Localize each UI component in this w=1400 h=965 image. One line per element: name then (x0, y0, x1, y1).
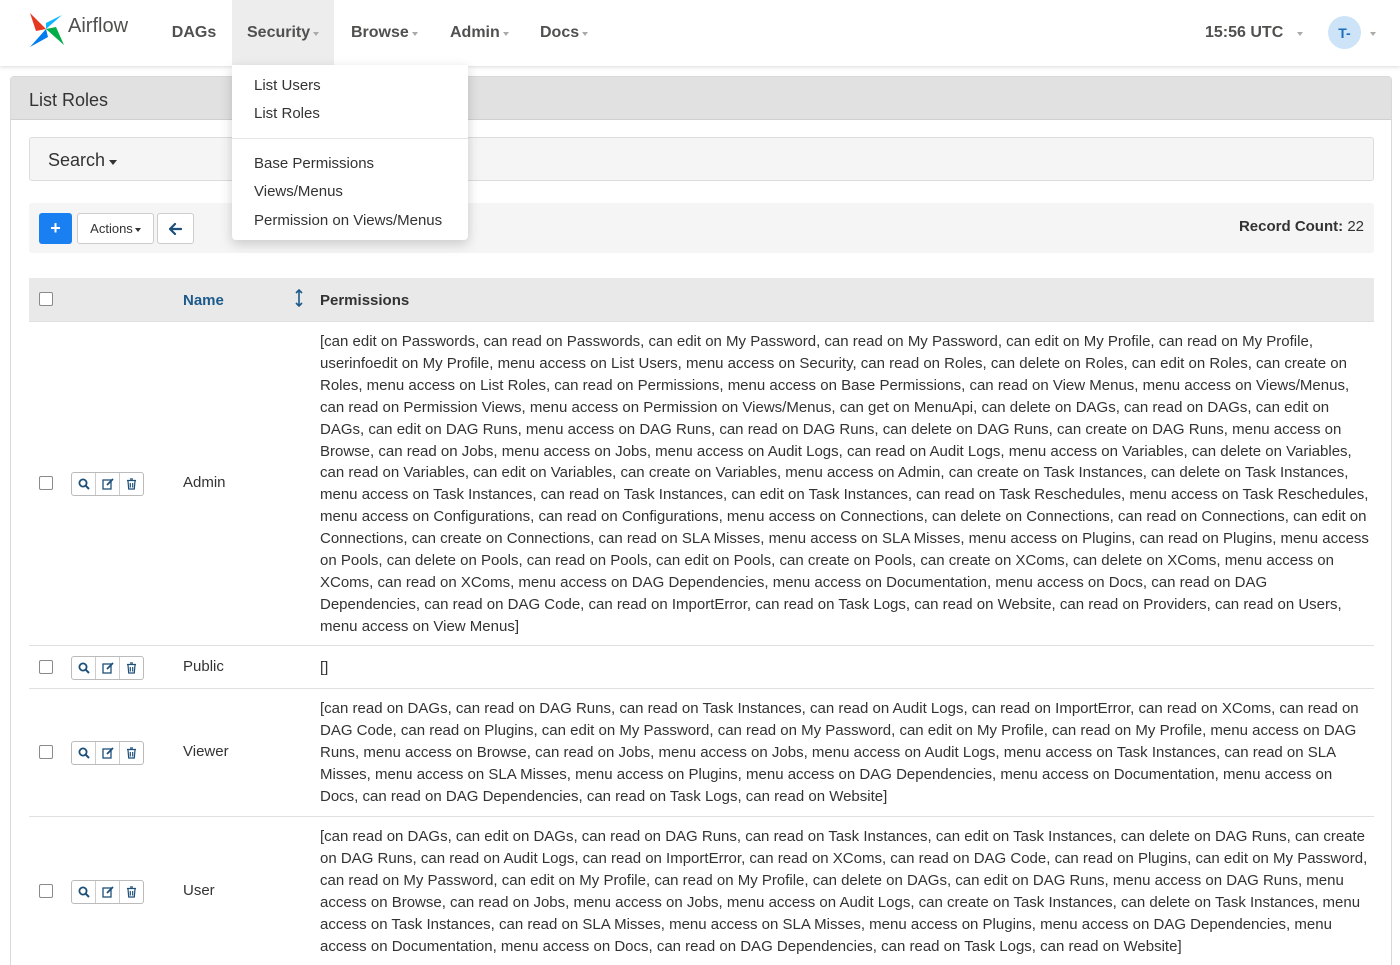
brand-name: Airflow (68, 14, 129, 37)
nav-admin[interactable] (450, 0, 509, 66)
row-checkbox[interactable] (39, 660, 53, 674)
role-permissions: [] (320, 659, 329, 676)
search-label: Search (48, 150, 106, 170)
chevron-down-icon (582, 32, 588, 36)
nav-browse-label: Browse (351, 24, 409, 41)
edit-icon (102, 886, 114, 898)
edit-icon (102, 747, 114, 759)
clock-time: 15:56 UTC (1205, 24, 1284, 41)
edit-icon (102, 662, 114, 674)
nav-browse[interactable] (351, 0, 418, 66)
show-record-button[interactable] (72, 657, 96, 679)
delete-record-button[interactable] (120, 742, 143, 764)
role-name: User (183, 882, 215, 899)
chevron-down-icon (109, 160, 117, 165)
record-count (1239, 218, 1364, 235)
chevron-down-icon[interactable] (1370, 32, 1376, 36)
chevron-down-icon (135, 228, 141, 232)
role-name: Admin (183, 474, 226, 491)
menu-item-base-permissions[interactable]: Base Permissions (254, 155, 375, 172)
menu-item-views-menus[interactable]: Views/Menus (254, 183, 343, 200)
plus-icon: + (50, 218, 61, 238)
show-record-button[interactable] (72, 473, 96, 495)
nav-docs-label: Docs (540, 24, 580, 41)
record-count-value: 22 (1347, 218, 1364, 235)
chevron-down-icon (503, 32, 509, 36)
delete-record-button[interactable] (120, 657, 143, 679)
menu-item-permission-on-views-menus[interactable]: Permission on Views/Menus (254, 212, 443, 229)
record-count-label: Record Count: (1238, 218, 1344, 235)
show-record-button[interactable] (72, 742, 96, 764)
arrow-left-icon (169, 223, 182, 235)
role-permissions: [can read on DAGs, can edit on DAGs, can read on DAG Runs, can read on Task Instances, can edit on Task Instances, can delete on DAG Runs, can create on DAG Runs, can read on Audit Logs, can read on ImportError, can read on XComs, can read on DAG Code, can read on Plugins, can edit on My Password, can read on My Password, can edit on My Profile, can read on My Profile, can delete on DAGs, can edit on DAG Runs, menu access on DAG Runs, menu access on Browse, can read on Jobs, menu access on Jobs, menu access on Audit Logs, can create on Task Instances, can delete on Task Instances, menu access on Task Instances, can read on SLA Misses, menu access on SLA Misses, menu access on Plugins, menu access on DAG Dependencies, menu access on Documentation, menu access on Docs, can read on DAG Dependencies, can read on Task Logs, can read on Website] (320, 828, 1368, 955)
nav-dags[interactable] (158, 0, 230, 66)
row-actions (71, 880, 144, 904)
menu-divider (232, 138, 468, 139)
trash-icon (126, 478, 137, 490)
table-header (29, 278, 1374, 321)
list-roles-panel (10, 76, 1392, 965)
magnifier-icon (78, 478, 90, 490)
role-name: Viewer (183, 743, 229, 760)
chevron-down-icon (313, 32, 319, 36)
nav-security[interactable] (232, 0, 334, 66)
trash-icon (126, 886, 137, 898)
table-row (29, 816, 1374, 965)
nav-admin-label: Admin (450, 24, 500, 41)
edit-record-button[interactable] (96, 881, 120, 903)
airflow-pinwheel-icon (26, 9, 66, 49)
row-checkbox[interactable] (39, 745, 53, 759)
show-record-button[interactable] (72, 881, 96, 903)
magnifier-icon (78, 747, 90, 759)
magnifier-icon (78, 886, 90, 898)
nav-security-label: Security (247, 24, 311, 41)
actions-button[interactable] (77, 213, 154, 244)
row-actions (71, 656, 144, 680)
page-title: List Roles (11, 77, 1391, 120)
row-checkbox[interactable] (39, 884, 53, 898)
edit-record-button[interactable] (96, 473, 120, 495)
table-row (29, 645, 1374, 688)
actions-label: Actions (90, 221, 133, 236)
add-role-button[interactable] (39, 213, 72, 244)
avatar[interactable]: T- (1328, 16, 1361, 49)
delete-record-button[interactable] (120, 881, 143, 903)
menu-item-list-roles[interactable]: List Roles (254, 105, 320, 122)
navbar (0, 0, 1400, 66)
edit-icon (102, 478, 114, 490)
select-all-checkbox[interactable] (39, 292, 53, 306)
row-actions (71, 741, 144, 765)
magnifier-icon (78, 662, 90, 674)
role-name: Public (183, 658, 224, 675)
search-dropdown[interactable] (48, 150, 117, 171)
trash-icon (126, 747, 137, 759)
search-well (29, 137, 1374, 181)
nav-docs[interactable] (540, 0, 588, 66)
trash-icon (126, 662, 137, 674)
nav-dags-label: DAGs (171, 24, 217, 41)
menu-item-list-users[interactable]: List Users (254, 77, 321, 94)
clock-dropdown[interactable] (1205, 0, 1303, 66)
security-dropdown-menu (232, 65, 468, 240)
edit-record-button[interactable] (96, 657, 120, 679)
delete-record-button[interactable] (120, 473, 143, 495)
edit-record-button[interactable] (96, 742, 120, 764)
chevron-down-icon (412, 32, 418, 36)
role-permissions: [can read on DAGs, can read on DAG Runs, can read on Task Instances, can read on Audit Logs, can read on ImportError, can read on XComs, can read on DAG Code, can read on Plugins, can edit on My Password, can read on My Password, can edit on My Profile, can read on My Profile, menu access on DAG Runs, menu access on Browse, can read on Jobs, menu access on Jobs, menu access on Audit Logs, menu access on Task Instances, can read on SLA Misses, menu access on SLA Misses, menu access on Plugins, menu access on DAG Dependencies, menu access on Documentation, menu access on Docs, can read on DAG Dependencies, can read on Task Logs, can read on Website] (320, 700, 1359, 805)
column-name-header[interactable]: Name (183, 292, 224, 309)
table-row (29, 321, 1374, 645)
back-button[interactable] (157, 213, 194, 244)
column-permissions-header: Permissions (320, 292, 410, 309)
list-toolbar (29, 203, 1374, 253)
row-actions (71, 472, 144, 496)
table-row (29, 688, 1374, 816)
row-checkbox[interactable] (39, 476, 53, 490)
chevron-down-icon (1297, 32, 1303, 36)
roles-table (29, 278, 1374, 965)
role-permissions: [can edit on Passwords, can read on Passwords, can edit on My Password, can read on My Password, can edit on My Profile, can read on My Profile, userinfoedit on My Profile, menu access on List Users, menu access on Security, can read on Roles, can delete on Roles, can edit on Roles, can create on Roles, menu access on List Roles, can read on Permissions, menu access on Base Permissions, can read on View Menus, menu access on Views/Menus, can read on Permission Views, menu access on Permission on Views/Menus, can get on MenuApi, can delete on DAGs, can read on DAGs, can edit on DAGs, can edit on DAG Runs, menu access on DAG Runs, can read on DAG Runs, can delete on DAG Runs, can create on DAG Runs, menu access on Browse, can read on Jobs, menu access on Jobs, menu access on Audit Logs, can read on Audit Logs, menu access on Variables, can delete on Variables, can read on Variables, can edit on Variables, can create on Variables, menu access on Admin, can create on Task Instances, can delete on Task Instances, menu access on Task Instances, can read on Task Instances, can edit on Task Instances, can read on Task Reschedules, menu access on Task Reschedules, menu access on Configurations, can read on Configurations, menu access on Connections, can delete on Connections, can read on Connections, can edit on Connections, can create on Connections, can read on SLA Misses, menu access on SLA Misses, menu access on Plugins, can read on Plugins, menu access on Pools, can delete on Pools, can read on Pools, can edit on Pools, can create on Pools, can create on XComs, can delete on XComs, menu access on XComs, can read on XComs, menu access on DAG Dependencies, menu access on Documentation, menu access on Docs, can read on DAG Dependencies, can read on DAG Code, can read on ImportError, can read on Task Logs, can read on Website, can read on Providers, can read on Users, menu access on View Menus] (320, 333, 1369, 635)
sort-vertical-icon[interactable] (295, 289, 303, 307)
brand[interactable] (26, 9, 128, 49)
